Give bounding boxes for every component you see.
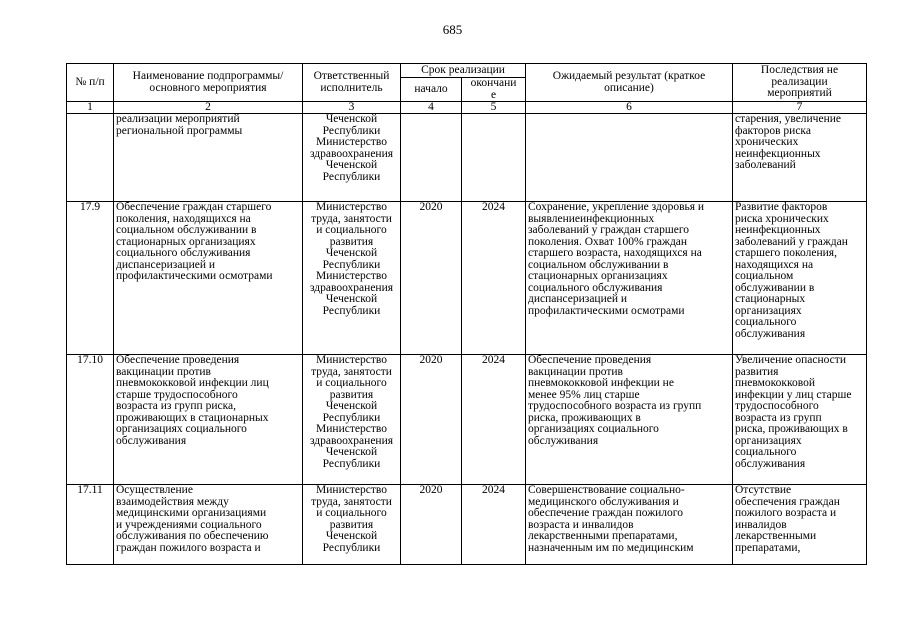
header-end: окончани е [462, 78, 526, 102]
column-number: 6 [526, 102, 733, 114]
row-start [401, 114, 462, 202]
row-consequences: Увеличение опасности развития пневмококковой инфекции у лиц старше трудоспособного возраста из групп риска, проживающих в организациях социального обслуживания [733, 355, 867, 485]
column-number: 2 [114, 102, 303, 114]
page-number: 685 [442, 22, 463, 37]
row-result [526, 114, 733, 202]
row-name: реализации мероприятий региональной программы [114, 114, 303, 202]
row-num [67, 114, 114, 202]
row-name: Осуществление взаимодействия между медицинскими организациями и учреждениями социального обслуживания по обеспечению граждан пожилого возраста и [114, 485, 303, 565]
column-number: 1 [67, 102, 114, 114]
row-result: Сохранение, укрепление здоровья и выявлениеинфекционных заболеваний у граждан старшего поколения. Охват 100% граждан старшего возраста, находящихся на социальном обслуживании в стационарных организациях социального обслуживания диспансеризацией и профилактическими осмотрами [526, 202, 733, 355]
header-start: начало [401, 78, 462, 102]
row-start: 2020 [401, 485, 462, 565]
row-start: 2020 [401, 202, 462, 355]
row-end: 2024 [462, 355, 526, 485]
header-num: № п/п [67, 64, 114, 102]
row-responsible: Министерство труда, занятости и социального развития Чеченской Республики Министерство здравоохранения Чеченской Республики [303, 202, 401, 355]
row-consequences: старения, увеличение факторов риска хронических неинфекционных заболеваний [733, 114, 867, 202]
row-consequences: Отсутствие обеспечения граждан пожилого возраста и инвалидов лекарственными препаратами, [733, 485, 867, 565]
row-result: Обеспечение проведения вакцинации против пневмококковой инфекции не менее 95% лиц старше трудоспособного возраста из групп риска, проживающих в организациях социального обслуживания [526, 355, 733, 485]
column-number: 7 [733, 102, 867, 114]
column-number: 4 [401, 102, 462, 114]
column-number-row [67, 102, 867, 114]
row-responsible: Чеченской Республики Министерство здравоохранения Чеченской Республики [303, 114, 401, 202]
header-consequences: Последствия не реализации мероприятий [733, 64, 867, 102]
header-term: Срок реализации [401, 64, 526, 78]
table-row [67, 202, 867, 355]
table-row [67, 485, 867, 565]
row-start: 2020 [401, 355, 462, 485]
row-end: 2024 [462, 485, 526, 565]
row-result: Совершенствование социально- медицинского обслуживания и обеспечение граждан пожилого возраста и инвалидов лекарственными препаратами, назначенным им по медицинским [526, 485, 733, 565]
program-activities-table [66, 63, 867, 565]
row-end: 2024 [462, 202, 526, 355]
header-row-1 [67, 64, 867, 78]
row-name: Обеспечение проведения вакцинации против пневмококковой инфекции лиц старше трудоспособного возраста из групп риска, проживающих в стационарных организациях социального обслуживания [114, 355, 303, 485]
row-name: Обеспечение граждан старшего поколения, находящихся на социальном обслуживании в стационарных организациях социального обслуживания диспансеризацией и профилактическими осмотрами [114, 202, 303, 355]
header-responsible: Ответственный исполнитель [303, 64, 401, 102]
header-result: Ожидаемый результат (краткое описание) [526, 64, 733, 102]
row-responsible: Министерство труда, занятости и социального развития Чеченской Республики [303, 485, 401, 565]
row-responsible: Министерство труда, занятости и социального развития Чеченской Республики Министерство здравоохранения Чеченской Республики [303, 355, 401, 485]
table-row [67, 114, 867, 202]
table-row [67, 355, 867, 485]
row-num: 17.9 [67, 202, 114, 355]
header-name: Наименование подпрограммы/ основного мероприятия [114, 64, 303, 102]
column-number: 3 [303, 102, 401, 114]
row-num: 17.10 [67, 355, 114, 485]
row-consequences: Развитие факторов риска хронических неинфекционных заболеваний у граждан старшего поколения, находящихся на социальном обслуживании в стационарных организациях социального обслуживания [733, 202, 867, 355]
row-num: 17.11 [67, 485, 114, 565]
column-number: 5 [462, 102, 526, 114]
row-end [462, 114, 526, 202]
